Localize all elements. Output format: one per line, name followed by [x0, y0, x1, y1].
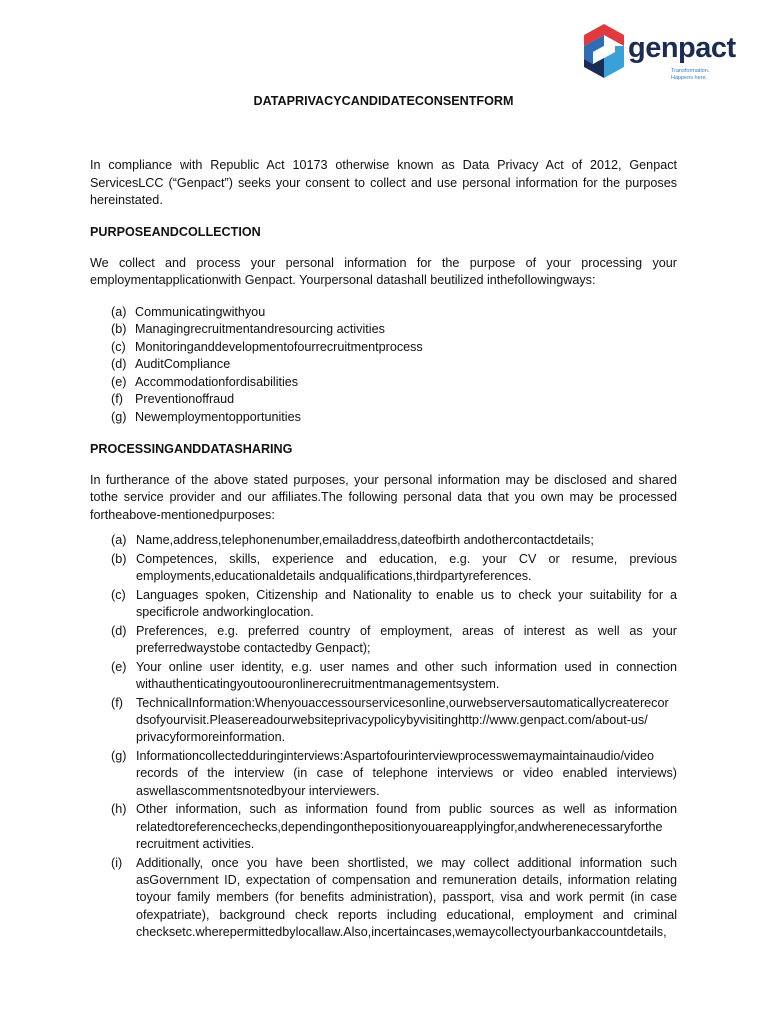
section-heading-purpose: PURPOSEANDCOLLECTION	[90, 224, 261, 239]
list-item	[90, 695, 677, 747]
brand-name: genpact	[628, 32, 736, 64]
list-marker: (e)	[111, 374, 127, 389]
list-marker: (i)	[111, 855, 123, 870]
purpose-list	[90, 304, 677, 427]
list-item	[90, 748, 677, 800]
list-marker: (h)	[111, 802, 127, 817]
list-item-text: Languages spoken, Citizenship and Nationality to enable us to check your suitability for a specificrole andworkinglocation.	[136, 587, 677, 620]
list-item-text: Other information, such as information found from public sources as well as information relatedtoreferencechecks,dependingonthepositionyouareapplyingfor,andwherenecessaryforthe recruitment activities.	[136, 802, 677, 851]
list-marker: (c)	[111, 339, 126, 354]
list-item	[90, 659, 677, 694]
document-body	[90, 94, 677, 943]
document-title: DATAPRIVACYCANDIDATECONSENTFORM	[253, 94, 514, 108]
purpose-paragraph: We collect and process your personal information for the purpose of your processing your employmentapplicationwith Genpact. Yourpersonal datashall beutilized inthefollowingways:	[90, 255, 677, 287]
list-item	[90, 855, 677, 941]
list-item-text: Informationcollectedduringinterviews:Aspartofourinterviewprocesswemaymaintainaudio/video records of the interview (in case of telephone interviews or video enabled interviews) aswellascommentsnotedbyour interviewers.	[136, 749, 677, 798]
list-item-text: Monitoringanddevelopmentofourrecruitmentprocess	[135, 339, 423, 354]
list-item	[90, 391, 677, 409]
list-marker: (d)	[111, 623, 127, 638]
list-marker: (g)	[111, 410, 127, 425]
list-item-text: Preventionoffraud	[135, 392, 235, 407]
list-marker: (a)	[111, 533, 127, 548]
list-item	[90, 623, 677, 658]
list-item-text: Your online user identity, e.g. user names and other such information used in connection withauthenticatingyoutoouronlinerecruitmentmanagementsystem.	[136, 659, 677, 692]
list-marker: (d)	[111, 357, 127, 372]
list-marker: (a)	[111, 304, 127, 319]
list-item-text: AuditCompliance	[135, 357, 231, 372]
list-marker: (b)	[111, 551, 127, 566]
list-item-text: Newemploymentopportunities	[135, 410, 301, 425]
list-item	[90, 551, 677, 586]
data-list	[90, 532, 677, 941]
list-item-text: TechnicalInformation:Whenyouaccessourservicesonline,ourwebserversautomaticallycreaterecor dsofyourvisit.Pleasereadourwebsiteprivacypolicybyvisitinghttp://www.genpact.com/about-us/ privacyformoreinformation.	[136, 695, 669, 745]
list-item-text: Communicatingwithyou	[135, 304, 266, 319]
intro-paragraph: In compliance with Republic Act 10173 otherwise known as Data Privacy Act of 2012, Genpact ServicesLCC (“Genpact”) seeks your consent to collect and use personal information for the purposes hereinstated.	[90, 158, 677, 207]
processing-paragraph: In furtherance of the above stated purposes, your personal information may be disclosed and shared tothe service provider and our affiliates.The following personal data that you own may be processed fortheabove-mentionedpurposes:	[90, 472, 677, 522]
list-item-text: Managingrecruitmentandresourcing activities	[135, 322, 385, 337]
brand-tagline: Transformation. Happens here.	[671, 68, 710, 81]
list-item	[90, 801, 677, 853]
list-marker: (c)	[111, 587, 126, 602]
list-item	[90, 374, 677, 392]
list-marker: (f)	[111, 695, 123, 710]
list-item	[90, 532, 677, 549]
list-item-text: Additionally, once you have been shortlisted, we may collect additional information such asGovernment ID, expectation of compensation and remuneration details, information relating toyour family members (for benefits administration), passport, visa and work permit (in case ofexpatriate), background check reports including educational, employment and criminal checksetc.wherepermittedbylocallaw.Also,incertaincases,wemaycollectyourbankaccountdetails,	[136, 855, 677, 939]
genpact-logo-icon	[582, 22, 626, 82]
genpact-logo	[582, 22, 752, 92]
list-item	[90, 409, 677, 427]
list-item	[90, 321, 677, 339]
list-item	[90, 339, 677, 357]
list-marker: (e)	[111, 659, 127, 674]
list-marker: (g)	[111, 749, 127, 764]
list-item-text: Competences, skills, experience and education, e.g. your CV or resume, previous employments,educationaldetails andqualifications,thirdpartyreferences.	[136, 551, 677, 584]
list-item-text: Accommodationfordisabilities	[135, 374, 299, 389]
list-marker: (f)	[111, 392, 123, 407]
list-item	[90, 304, 677, 322]
list-item	[90, 587, 677, 622]
list-item-text: Preferences, e.g. preferred country of employment, areas of interest as well as your preferredwaystobe contactedby Genpact);	[136, 623, 677, 656]
section-heading-processing: PROCESSINGANDDATASHARING	[90, 441, 293, 456]
list-marker: (b)	[111, 322, 127, 337]
list-item-text: Name,address,telephonenumber,emailaddress,dateofbirth andothercontactdetails;	[136, 533, 594, 548]
list-item	[90, 356, 677, 374]
